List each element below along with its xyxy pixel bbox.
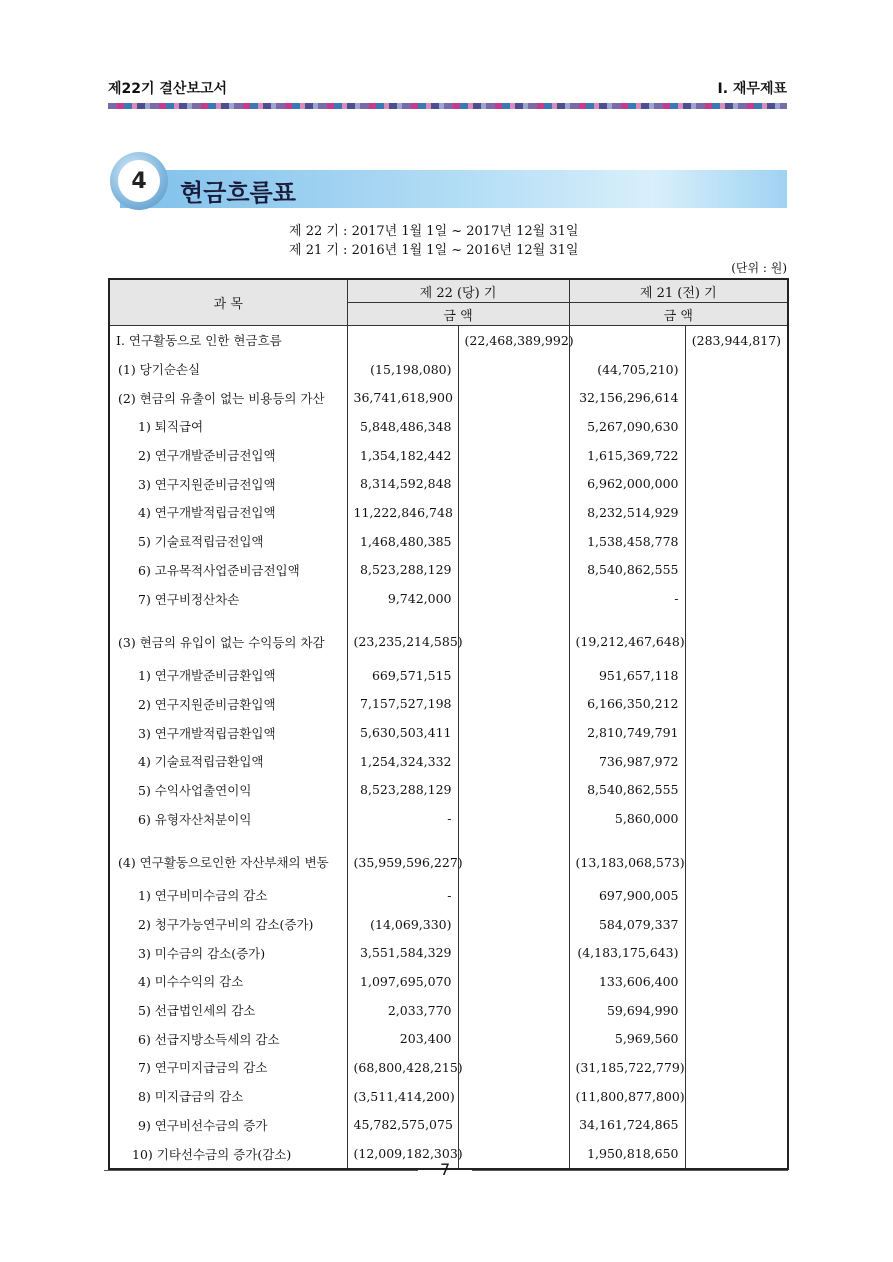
current-subtotal: -: [347, 881, 458, 910]
row-label: 5) 수익사업출연이익: [109, 776, 347, 805]
current-total: [458, 1111, 569, 1140]
row-label: 9) 연구비선수금의 증가: [109, 1111, 347, 1140]
current-subtotal: 7,157,527,198: [347, 690, 458, 719]
table-row: [109, 690, 788, 719]
current-total: [458, 910, 569, 939]
previous-subtotal: 8,540,862,555: [569, 556, 685, 585]
previous-subtotal: 5,267,090,630: [569, 412, 685, 441]
current-subtotal: 1,097,695,070: [347, 967, 458, 996]
current-subtotal: 8,314,592,848: [347, 469, 458, 498]
current-total: [458, 556, 569, 585]
table-row: [109, 326, 788, 355]
previous-total: [685, 833, 788, 881]
current-subtotal: 1,354,182,442: [347, 441, 458, 470]
row-label: (2) 현금의 유출이 없는 비용등의 가산: [109, 383, 347, 412]
previous-total: [685, 996, 788, 1025]
current-total: [458, 833, 569, 881]
row-label: 4) 미수수익의 감소: [109, 967, 347, 996]
previous-subtotal: 1,950,818,650: [569, 1139, 685, 1169]
col-current-amount: 금 액: [347, 303, 569, 326]
previous-total: [685, 1082, 788, 1111]
row-label: Ⅰ. 연구활동으로 인한 현금흐름: [109, 326, 347, 355]
row-label: 10) 기타선수금의 증가(감소): [109, 1139, 347, 1169]
current-total: [458, 441, 569, 470]
row-label: 1) 연구비미수금의 감소: [109, 881, 347, 910]
previous-total: [685, 690, 788, 719]
current-total: [458, 996, 569, 1025]
footer-rule-left: [104, 1170, 418, 1171]
current-subtotal: 5,848,486,348: [347, 412, 458, 441]
section-title: 현금흐름표: [180, 179, 296, 207]
previous-subtotal: 34,161,724,865: [569, 1111, 685, 1140]
previous-total: [685, 355, 788, 384]
current-subtotal: (15,198,080): [347, 355, 458, 384]
previous-subtotal: (31,185,722,779): [569, 1053, 685, 1082]
col-previous-header: 제 21 (전) 기: [569, 279, 788, 303]
table-row: [109, 910, 788, 939]
table-row: [109, 938, 788, 967]
current-subtotal: (68,800,428,215): [347, 1053, 458, 1082]
previous-subtotal: 697,900,005: [569, 881, 685, 910]
current-subtotal: 2,033,770: [347, 996, 458, 1025]
previous-subtotal: (11,800,877,800): [569, 1082, 685, 1111]
table-row: [109, 584, 788, 613]
previous-total: [685, 584, 788, 613]
row-label: (4) 연구활동으로인한 자산부채의 변동: [109, 833, 347, 881]
previous-subtotal: (44,705,210): [569, 355, 685, 384]
row-label: 6) 고유목적사업준비금전입액: [109, 556, 347, 585]
previous-subtotal: 32,156,296,614: [569, 383, 685, 412]
row-label: 6) 유형자산처분이익: [109, 804, 347, 833]
previous-subtotal: 736,987,972: [569, 747, 685, 776]
previous-subtotal: 951,657,118: [569, 661, 685, 690]
table-row: [109, 1024, 788, 1053]
table-row: [109, 355, 788, 384]
current-subtotal: (23,235,214,585): [347, 613, 458, 661]
previous-subtotal: 2,810,749,791: [569, 718, 685, 747]
previous-subtotal: 584,079,337: [569, 910, 685, 939]
previous-total: [685, 938, 788, 967]
unit-label: (단위 : 원): [731, 261, 787, 275]
report-title: 제22기 결산보고서: [108, 81, 228, 97]
current-subtotal: 203,400: [347, 1024, 458, 1053]
table-row: [109, 967, 788, 996]
previous-subtotal: (13,183,068,573): [569, 833, 685, 881]
previous-total: [685, 412, 788, 441]
previous-total: [685, 383, 788, 412]
previous-total: [685, 747, 788, 776]
row-label: 7) 연구비정산차손: [109, 584, 347, 613]
previous-total: [685, 613, 788, 661]
row-label: 4) 기술료적립금환입액: [109, 747, 347, 776]
current-subtotal: 9,742,000: [347, 584, 458, 613]
row-label: 5) 선급법인세의 감소: [109, 996, 347, 1025]
current-total: [458, 498, 569, 527]
previous-total: [685, 910, 788, 939]
previous-total: [685, 718, 788, 747]
row-label: 5) 기술료적립금전입액: [109, 527, 347, 556]
table-row: [109, 469, 788, 498]
previous-subtotal: 59,694,990: [569, 996, 685, 1025]
table-row: [109, 804, 788, 833]
previous-subtotal: (4,183,175,643): [569, 938, 685, 967]
current-total: [458, 747, 569, 776]
cash-flow-table: [108, 278, 789, 1170]
section-number: 4: [118, 160, 160, 202]
previous-subtotal: 6,166,350,212: [569, 690, 685, 719]
table-row: [109, 556, 788, 585]
row-label: 1) 연구개발준비금환입액: [109, 661, 347, 690]
col-previous-amount: 금 액: [569, 303, 788, 326]
previous-subtotal: 8,540,862,555: [569, 776, 685, 805]
row-label: 3) 연구개발적립금환입액: [109, 718, 347, 747]
row-label: 3) 미수금의 감소(증가): [109, 938, 347, 967]
previous-subtotal: 1,615,369,722: [569, 441, 685, 470]
current-subtotal: 8,523,288,129: [347, 556, 458, 585]
previous-total: [685, 1111, 788, 1140]
current-subtotal: -: [347, 804, 458, 833]
current-total: [458, 527, 569, 556]
table-row: [109, 1111, 788, 1140]
previous-subtotal: 1,538,458,778: [569, 527, 685, 556]
previous-total: [685, 881, 788, 910]
table-row: [109, 747, 788, 776]
row-label: 4) 연구개발적립금전입액: [109, 498, 347, 527]
previous-total: [685, 967, 788, 996]
current-subtotal: (3,511,414,200): [347, 1082, 458, 1111]
footer-rule-right: [472, 1170, 788, 1171]
previous-total: [685, 776, 788, 805]
current-subtotal: 36,741,618,900: [347, 383, 458, 412]
previous-total: [685, 556, 788, 585]
previous-subtotal: 5,860,000: [569, 804, 685, 833]
previous-subtotal: 6,962,000,000: [569, 469, 685, 498]
table-row: [109, 718, 788, 747]
previous-total: [685, 804, 788, 833]
period-previous: 제 21 기 : 2016년 1월 1일 ~ 2016년 12월 31일: [289, 243, 579, 258]
current-subtotal: (35,959,596,227): [347, 833, 458, 881]
page-number: 7: [440, 1160, 451, 1179]
current-total: [458, 1082, 569, 1111]
previous-subtotal: (19,212,467,648): [569, 613, 685, 661]
current-total: [458, 776, 569, 805]
previous-subtotal: 8,232,514,929: [569, 498, 685, 527]
previous-total: [685, 498, 788, 527]
current-subtotal: 3,551,584,329: [347, 938, 458, 967]
previous-total: (283,944,817): [685, 326, 788, 355]
current-total: [458, 938, 569, 967]
current-total: [458, 584, 569, 613]
period-current: 제 22 기 : 2017년 1월 1일 ~ 2017년 12월 31일: [289, 224, 579, 239]
current-total: [458, 804, 569, 833]
previous-total: [685, 1053, 788, 1082]
col-current-header: 제 22 (당) 기: [347, 279, 569, 303]
row-label: 3) 연구지원준비금전입액: [109, 469, 347, 498]
current-subtotal: [347, 326, 458, 355]
previous-subtotal: -: [569, 584, 685, 613]
row-label: 2) 청구가능연구비의 감소(증가): [109, 910, 347, 939]
current-total: [458, 881, 569, 910]
current-subtotal: 8,523,288,129: [347, 776, 458, 805]
current-total: [458, 383, 569, 412]
current-subtotal: 45,782,575,075: [347, 1111, 458, 1140]
table-row: [109, 1082, 788, 1111]
table-row: [109, 498, 788, 527]
current-total: [458, 469, 569, 498]
previous-total: [685, 1024, 788, 1053]
table-row: [109, 833, 788, 881]
current-total: [458, 412, 569, 441]
row-label: 6) 선급지방소득세의 감소: [109, 1024, 347, 1053]
previous-total: [685, 469, 788, 498]
previous-total: [685, 527, 788, 556]
current-total: [458, 613, 569, 661]
section-number-badge: [110, 152, 168, 210]
table-row: [109, 1053, 788, 1082]
section-breadcrumb: Ⅰ. 재무제표: [717, 81, 787, 97]
table-row: [109, 527, 788, 556]
table-row: [109, 412, 788, 441]
row-label: (1) 당기순손실: [109, 355, 347, 384]
current-total: (22,468,389,992): [458, 326, 569, 355]
current-total: [458, 967, 569, 996]
current-subtotal: 11,222,846,748: [347, 498, 458, 527]
previous-subtotal: 5,969,560: [569, 1024, 685, 1053]
previous-subtotal: 133,606,400: [569, 967, 685, 996]
table-row: [109, 441, 788, 470]
current-total: [458, 1139, 569, 1169]
previous-total: [685, 1139, 788, 1169]
row-label: 8) 미지급금의 감소: [109, 1082, 347, 1111]
current-total: [458, 718, 569, 747]
current-total: [458, 661, 569, 690]
row-label: 2) 연구지원준비금환입액: [109, 690, 347, 719]
table-row: [109, 661, 788, 690]
row-label: (3) 현금의 유입이 없는 수익등의 차감: [109, 613, 347, 661]
col-item-header: 과 목: [109, 279, 347, 326]
current-subtotal: 669,571,515: [347, 661, 458, 690]
current-total: [458, 355, 569, 384]
table-row: [109, 881, 788, 910]
current-total: [458, 690, 569, 719]
current-subtotal: (14,069,330): [347, 910, 458, 939]
row-label: 2) 연구개발준비금전입액: [109, 441, 347, 470]
table-row: [109, 776, 788, 805]
previous-total: [685, 441, 788, 470]
current-subtotal: 1,254,324,332: [347, 747, 458, 776]
table-row: [109, 996, 788, 1025]
previous-subtotal: [569, 326, 685, 355]
current-total: [458, 1024, 569, 1053]
current-total: [458, 1053, 569, 1082]
row-label: 1) 퇴직급여: [109, 412, 347, 441]
current-subtotal: (12,009,182,303): [347, 1139, 458, 1169]
row-label: 7) 연구미지급금의 감소: [109, 1053, 347, 1082]
header-decor-bar: [108, 103, 787, 109]
current-subtotal: 5,630,503,411: [347, 718, 458, 747]
current-subtotal: 1,468,480,385: [347, 527, 458, 556]
previous-total: [685, 661, 788, 690]
table-row: [109, 613, 788, 661]
table-row: [109, 383, 788, 412]
